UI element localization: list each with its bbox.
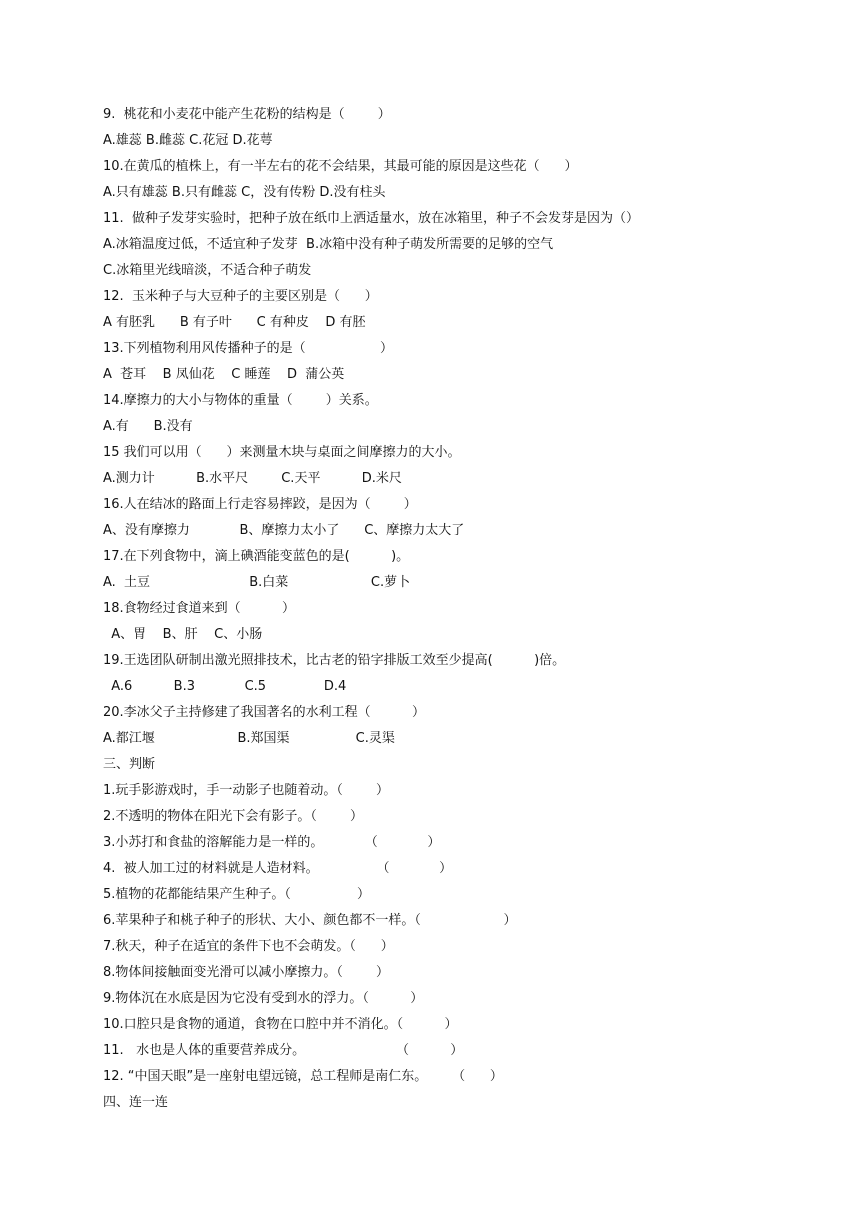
question-16-options: A、没有摩擦力 B、摩擦力太小了 C、摩擦力太大了 — [103, 523, 465, 538]
question-13-options: A 苍耳 B 凤仙花 C 睡莲 D 蒲公英 — [103, 367, 345, 382]
question-18-options: A、胃 B、肝 C、小肠 — [103, 627, 263, 642]
judgment-2: 2.不透明的物体在阳光下会有影子。（ ） — [103, 809, 363, 824]
question-15-options: A.测力计 B.水平尺 C.天平 D.米尺 — [103, 471, 402, 486]
question-19-options: A.6 B.3 C.5 D.4 — [103, 679, 347, 694]
judgment-5: 5.植物的花都能结果产生种子。（ ） — [103, 887, 371, 902]
judgment-12: 12. “中国天眼”是一座射电望远镜，总工程师是南仁东。 （ ） — [103, 1069, 503, 1084]
judgment-8: 8.物体间接触面变光滑可以减小摩擦力。（ ） — [103, 965, 389, 980]
question-18: 18.食物经过食道来到（ ） — [103, 601, 295, 616]
judgment-4: 4. 被人加工过的材料就是人造材料。 （ ） — [103, 861, 453, 876]
question-19: 19.王选团队研制出激光照排技术，比古老的铅字排版工效至少提高( )倍。 — [103, 653, 566, 668]
section-heading-matching: 四、连一连 — [103, 1095, 169, 1110]
judgment-11: 11. 水也是人体的重要营养成分。 （ ） — [103, 1043, 464, 1058]
judgment-3: 3.小苏打和食盐的溶解能力是一样的。 （ ） — [103, 835, 441, 850]
question-11-options-ab: A.冰箱温度过低，不适宜种子发芽 B.冰箱中没有种子萌发所需要的足够的空气 — [103, 237, 554, 252]
question-16: 16.人在结冰的路面上行走容易摔跤，是因为（ ） — [103, 497, 417, 512]
question-14-options: A.有 B.没有 — [103, 419, 193, 434]
question-20: 20.李冰父子主持修建了我国著名的水利工程（ ） — [103, 705, 425, 720]
judgment-6: 6.苹果种子和桃子种子的形状、大小、颜色都不一样。（ ） — [103, 913, 517, 928]
question-9: 9. 桃花和小麦花中能产生花粉的结构是（ ） — [103, 107, 391, 122]
judgment-10: 10.口腔只是食物的通道，食物在口腔中并不消化。（ ） — [103, 1017, 458, 1032]
question-15: 15 我们可以用（ ）来测量木块与桌面之间摩擦力的大小。 — [103, 445, 461, 460]
question-17: 17.在下列食物中，滴上碘酒能变蓝色的是( )。 — [103, 549, 410, 564]
judgment-7: 7.秋天，种子在适宜的条件下也不会萌发。（ ） — [103, 939, 394, 954]
question-11-options-c: C.冰箱里光线暗淡，不适合种子萌发 — [103, 263, 312, 278]
question-11: 11. 做种子发芽实验时，把种子放在纸巾上洒适量水，放在冰箱里，种子不会发芽是因为（） — [103, 211, 639, 226]
question-12-options: A 有胚乳 B 有子叶 C 有种皮 D 有胚 — [103, 315, 366, 330]
question-13: 13.下列植物利用风传播种子的是（ ） — [103, 341, 394, 356]
section-heading-judgment: 三、判断 — [103, 757, 156, 772]
question-12: 12. 玉米种子与大豆种子的主要区别是（ ） — [103, 289, 378, 304]
question-20-options: A.都江堰 B.郑国渠 C.灵渠 — [103, 731, 395, 746]
judgment-1: 1.玩手影游戏时，手一动影子也随着动。（ ） — [103, 783, 389, 798]
question-14: 14.摩擦力的大小与物体的重量（ ）关系。 — [103, 393, 378, 408]
question-10-options: A.只有雄蕊 B.只有雌蕊 C，没有传粉 D.没有柱头 — [103, 185, 386, 200]
question-10: 10.在黄瓜的植株上，有一半左右的花不会结果，其最可能的原因是这些花（ ） — [103, 159, 578, 174]
question-9-options: A.雄蕊 B.雌蕊 C.花冠 D.花萼 — [103, 133, 273, 148]
judgment-9: 9.物体沉在水底是因为它没有受到水的浮力。（ ） — [103, 991, 424, 1006]
question-17-options: A. 土豆 B.白菜 C.萝卜 — [103, 575, 411, 590]
